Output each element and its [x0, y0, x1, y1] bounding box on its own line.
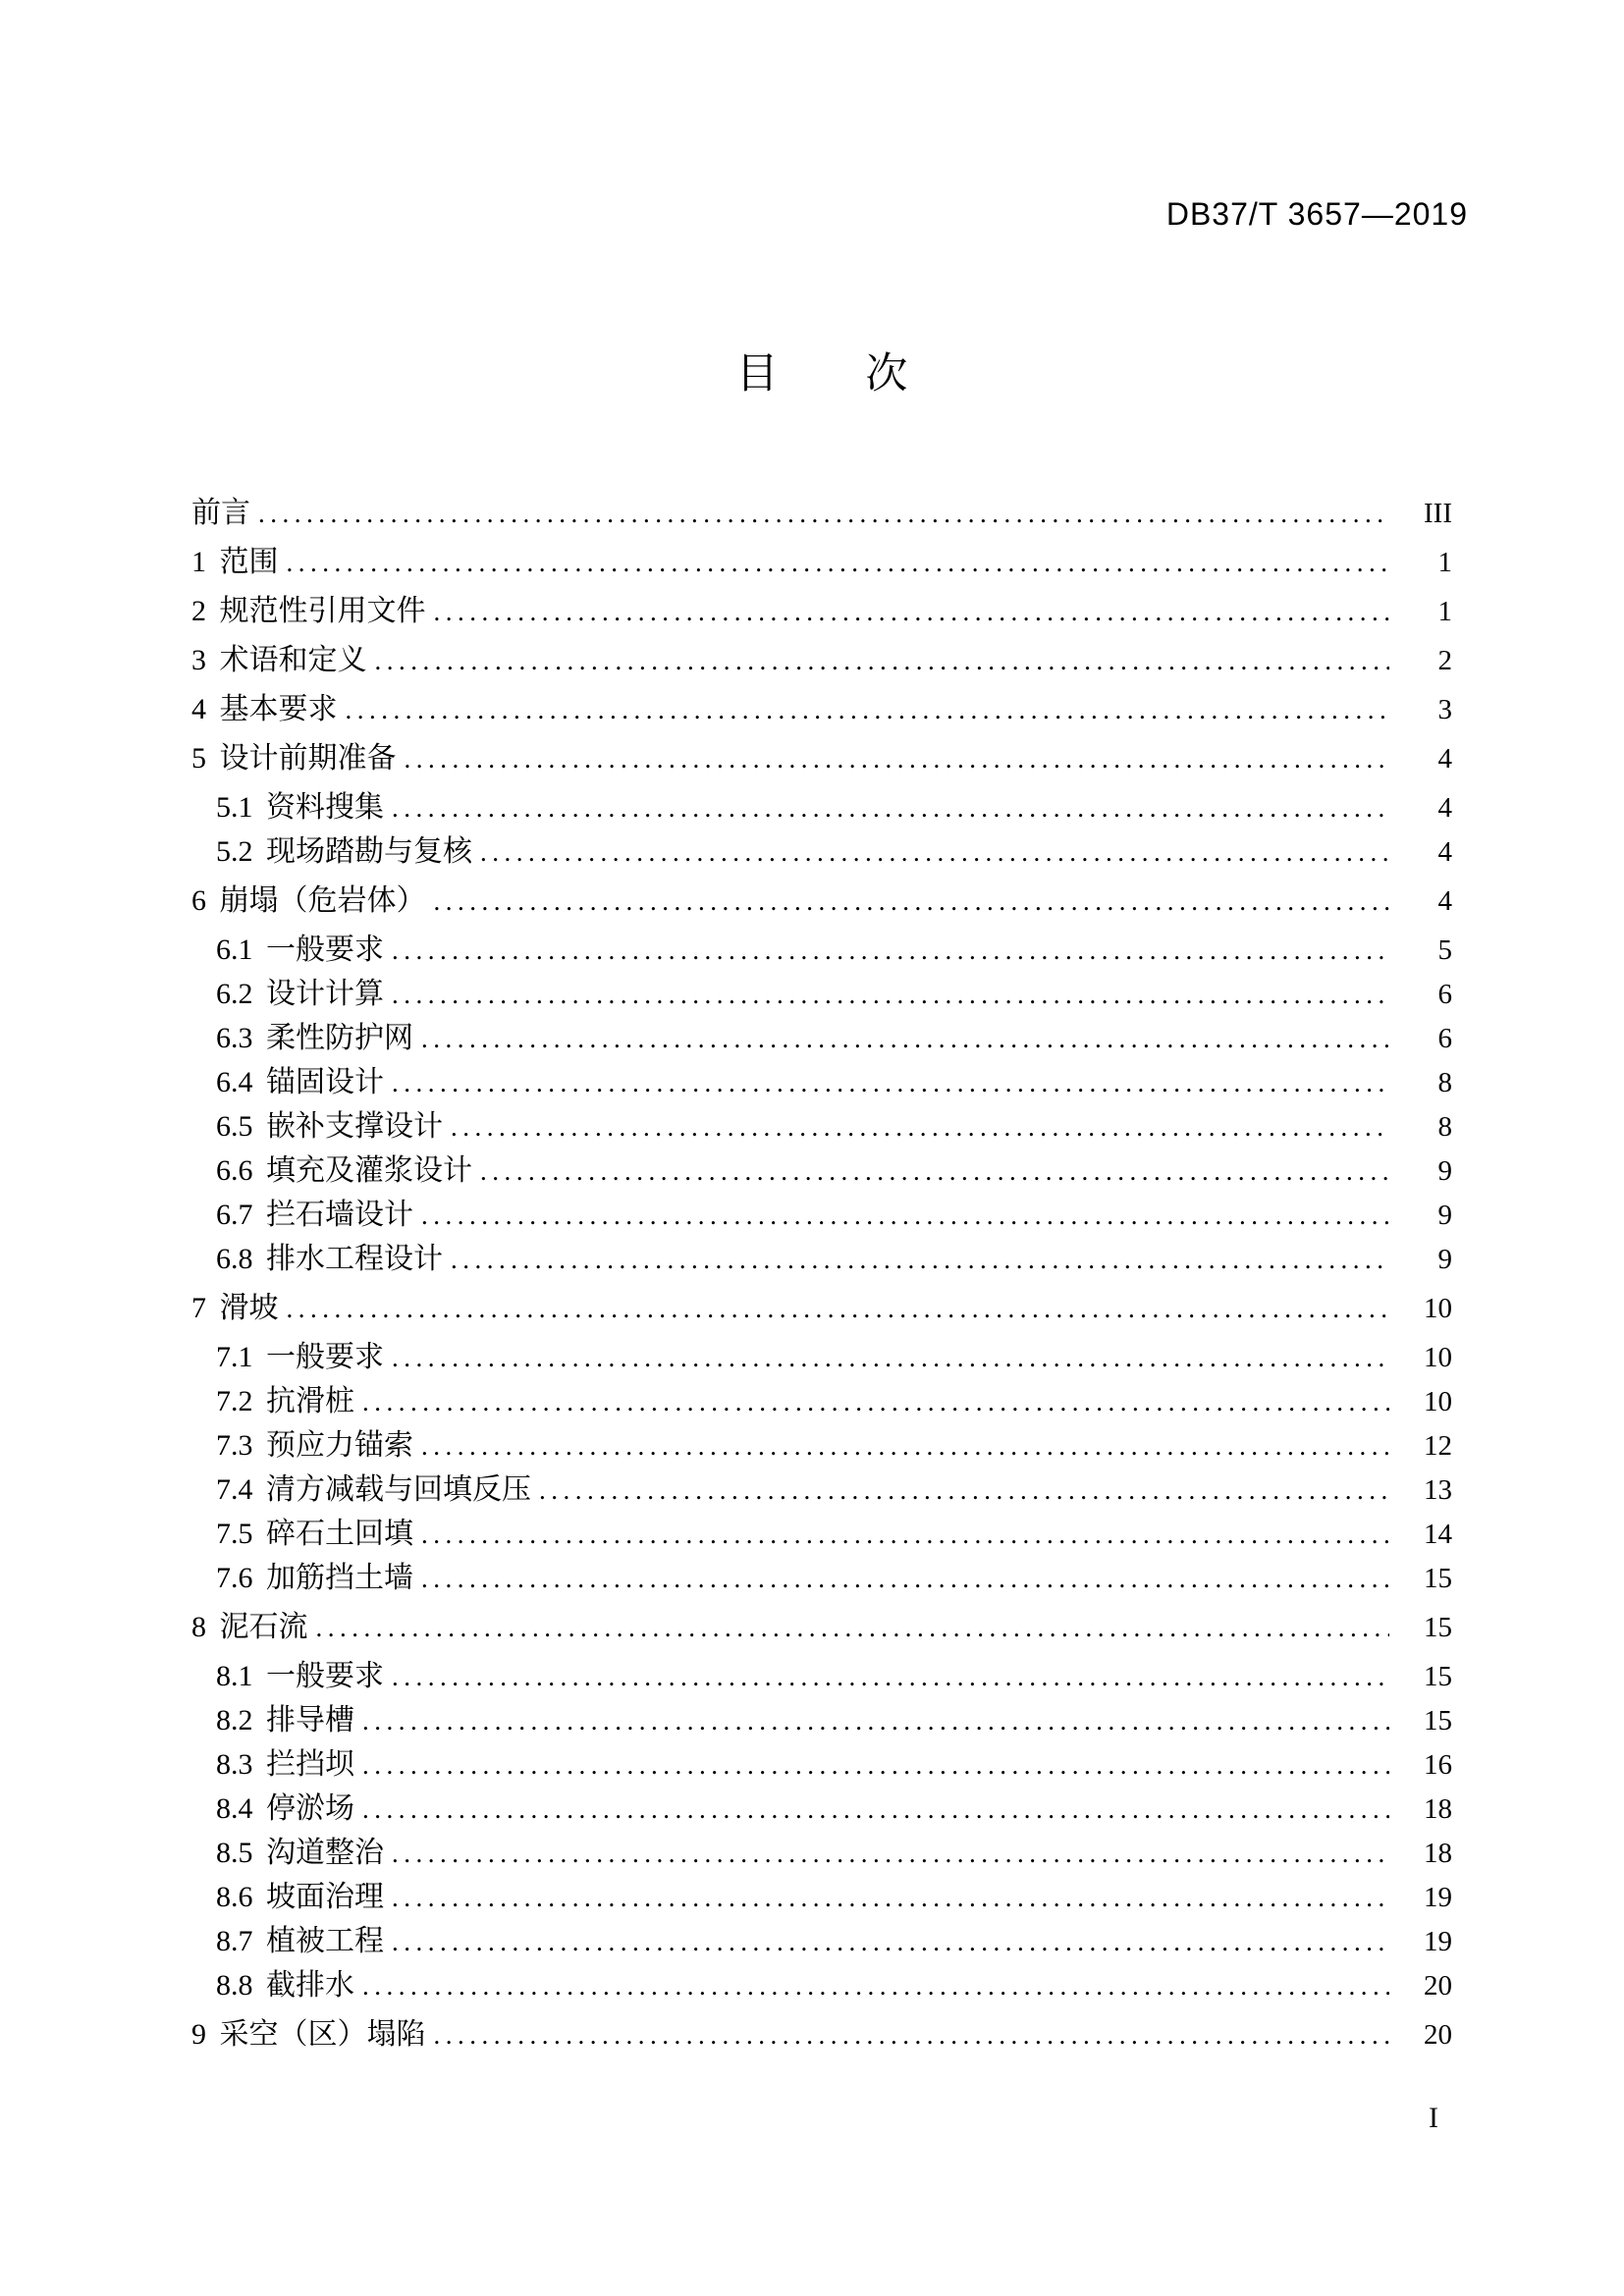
toc-dot-leader: [421, 1513, 1389, 1557]
toc-dot-leader: [346, 688, 1390, 732]
toc-dot-leader: [405, 737, 1390, 781]
toc-entry-5[interactable]: [191, 736, 1452, 780]
toc-entry-8.6[interactable]: [191, 1875, 1452, 1919]
toc-dot-leader: [421, 1017, 1389, 1061]
toc-dot-leader: [392, 1336, 1389, 1380]
toc-dot-leader: [480, 830, 1389, 875]
page-footer: [191, 2101, 1452, 2136]
toc-dot-leader: [362, 1699, 1389, 1743]
table-of-contents: [191, 486, 1452, 2061]
toc-entry-4[interactable]: [191, 687, 1452, 731]
toc-entry-page: 15: [1424, 1705, 1452, 1736]
toc-dot-leader: [421, 1194, 1389, 1238]
toc-entry-label: 7.2 抗滑桩: [216, 1385, 354, 1417]
toc-entry-label: 7.3 预应力锚索: [216, 1429, 413, 1462]
toc-entry-6.4[interactable]: [191, 1060, 1452, 1104]
toc-entry-6.5[interactable]: [191, 1104, 1452, 1148]
toc-entry-label: 8.7 植被工程: [216, 1925, 384, 1957]
toc-entry-8.5[interactable]: [191, 1831, 1452, 1875]
toc-entry-page: 12: [1424, 1430, 1452, 1462]
toc-entry-8.4[interactable]: [191, 1787, 1452, 1831]
toc-entry-label: 8.2 排导槽: [216, 1704, 354, 1736]
toc-entry-label: 8.1 一般要求: [216, 1660, 384, 1692]
toc-dot-leader: [434, 880, 1390, 924]
toc-dot-leader: [421, 1424, 1389, 1468]
toc-entry-label: 8 泥石流: [191, 1611, 308, 1643]
toc-entry-page: 1: [1437, 547, 1452, 578]
toc-entry-page: 9: [1437, 1244, 1452, 1275]
toc-dot-leader: [434, 2013, 1390, 2057]
toc-dot-leader: [392, 786, 1389, 830]
toc-entry-page: 2: [1437, 645, 1452, 676]
toc-dot-leader: [392, 1832, 1389, 1876]
toc-entry-label: 7.1 一般要求: [216, 1341, 384, 1373]
toc-entry-page: 14: [1424, 1519, 1452, 1550]
toc-dot-leader: [392, 929, 1389, 973]
toc-entry-page: 20: [1424, 1970, 1452, 2002]
toc-entry-7.4[interactable]: [191, 1468, 1452, 1512]
toc-entry-label: 7.4 清方减载与回填反压: [216, 1473, 531, 1506]
toc-entry-前言[interactable]: [191, 491, 1452, 535]
toc-entry-8.1[interactable]: [191, 1654, 1452, 1698]
toc-entry-label: 1 范围: [191, 546, 279, 578]
toc-entry-label: 6 崩塌（危岩体）: [191, 884, 426, 917]
toc-dot-leader: [434, 590, 1390, 634]
toc-entry-label: 6.1 一般要求: [216, 934, 384, 966]
toc-dot-leader: [392, 973, 1389, 1017]
toc-entry-page: 18: [1424, 1838, 1452, 1869]
toc-entry-page: 19: [1424, 1882, 1452, 1913]
toc-dot-leader: [392, 1920, 1389, 1964]
toc-dot-leader: [480, 1149, 1389, 1194]
toc-entry-page: 13: [1424, 1474, 1452, 1506]
toc-dot-leader: [287, 1287, 1390, 1331]
toc-entry-6.7[interactable]: [191, 1193, 1452, 1237]
toc-entry-page: 18: [1424, 1793, 1452, 1825]
toc-entry-6.6[interactable]: [191, 1148, 1452, 1193]
toc-entry-page: 15: [1424, 1612, 1452, 1643]
toc-entry-8.2[interactable]: [191, 1698, 1452, 1742]
toc-dot-leader: [392, 1655, 1389, 1699]
toc-entry-page: 20: [1424, 2019, 1452, 2051]
toc-entry-label: 3 术语和定义: [191, 644, 367, 676]
toc-entry-page: 6: [1437, 979, 1452, 1010]
toc-entry-5.1[interactable]: [191, 785, 1452, 829]
toc-entry-page: 4: [1437, 792, 1452, 824]
toc-entry-3[interactable]: [191, 638, 1452, 682]
toc-entry-label: 5 设计前期准备: [191, 742, 397, 774]
toc-entry-7.1[interactable]: [191, 1335, 1452, 1379]
toc-entry-6[interactable]: [191, 879, 1452, 923]
toc-entry-page: 4: [1437, 836, 1452, 868]
folio-page-number: I: [1429, 2102, 1438, 2134]
toc-entry-7.2[interactable]: [191, 1379, 1452, 1423]
toc-dot-leader: [362, 1964, 1389, 2008]
toc-dot-leader: [362, 1788, 1389, 1832]
toc-entry-7[interactable]: [191, 1286, 1452, 1330]
toc-dot-leader: [392, 1876, 1389, 1920]
toc-dot-leader: [421, 1557, 1389, 1601]
toc-dot-leader: [287, 541, 1390, 585]
toc-entry-page: 9: [1437, 1200, 1452, 1231]
toc-entry-page: 1: [1437, 596, 1452, 627]
toc-dot-leader: [451, 1238, 1389, 1282]
toc-dot-leader: [392, 1061, 1389, 1105]
toc-entry-label: 5.1 资料搜集: [216, 791, 384, 824]
toc-entry-page: 10: [1424, 1293, 1452, 1324]
toc-title-wrap: [191, 349, 1452, 400]
toc-entry-2[interactable]: [191, 589, 1452, 633]
toc-entry-8.3[interactable]: [191, 1742, 1452, 1787]
toc-entry-page: 4: [1437, 885, 1452, 917]
toc-entry-label: 7.6 加筋挡土墙: [216, 1562, 413, 1594]
toc-title: 目 次: [735, 351, 908, 398]
toc-entry-page: 19: [1424, 1926, 1452, 1957]
toc-dot-leader: [451, 1105, 1389, 1149]
toc-dot-leader: [362, 1380, 1389, 1424]
page-header: [191, 194, 1468, 234]
toc-entry-5.2[interactable]: [191, 829, 1452, 874]
toc-entry-label: 8.5 沟道整治: [216, 1837, 384, 1869]
toc-entry-label: 6.6 填充及灌浆设计: [216, 1154, 472, 1187]
toc-entry-page: 10: [1424, 1342, 1452, 1373]
toc-entry-label: 6.5 嵌补支撑设计: [216, 1110, 443, 1143]
toc-entry-label: 6.2 设计计算: [216, 978, 384, 1010]
toc-entry-page: 5: [1437, 934, 1452, 966]
toc-dot-leader: [362, 1743, 1389, 1788]
toc-entry-label: 2 规范性引用文件: [191, 595, 426, 627]
toc-entry-6.8[interactable]: [191, 1237, 1452, 1281]
toc-entry-label: 8.6 坡面治理: [216, 1881, 384, 1913]
toc-dot-leader: [375, 639, 1390, 683]
toc-entry-8.7[interactable]: [191, 1919, 1452, 1963]
toc-entry-label: 8.3 拦挡坝: [216, 1748, 354, 1781]
toc-entry-page: 15: [1424, 1661, 1452, 1692]
toc-entry-page: 16: [1424, 1749, 1452, 1781]
toc-entry-page: 6: [1437, 1023, 1452, 1054]
toc-entry-page: 8: [1437, 1111, 1452, 1143]
toc-entry-label: 前言: [191, 497, 250, 529]
toc-entry-label: 7.5 碎石土回填: [216, 1518, 413, 1550]
standard-number: DB37/T 3657—2019: [1165, 196, 1468, 232]
toc-entry-1[interactable]: [191, 540, 1452, 584]
toc-entry-page: III: [1424, 498, 1452, 529]
toc-dot-leader: [316, 1606, 1390, 1650]
toc-entry-7.6[interactable]: [191, 1556, 1452, 1600]
toc-entry-page: 9: [1437, 1155, 1452, 1187]
toc-entry-page: 10: [1424, 1386, 1452, 1417]
toc-entry-6.1[interactable]: [191, 928, 1452, 972]
toc-entry-page: 15: [1424, 1563, 1452, 1594]
toc-entry-label: 7 滑坡: [191, 1292, 279, 1324]
toc-entry-label: 6.3 柔性防护网: [216, 1022, 413, 1054]
toc-entry-label: 5.2 现场踏勘与复核: [216, 835, 472, 868]
toc-entry-9[interactable]: [191, 2012, 1452, 2056]
toc-entry-7.5[interactable]: [191, 1512, 1452, 1556]
toc-entry-6.2[interactable]: [191, 972, 1452, 1016]
toc-entry-page: 3: [1437, 694, 1452, 725]
toc-entry-8[interactable]: [191, 1605, 1452, 1649]
toc-entry-page: 8: [1437, 1067, 1452, 1098]
toc-dot-leader: [258, 492, 1389, 536]
toc-entry-label: 4 基本要求: [191, 693, 338, 725]
toc-entry-label: 8.8 截排水: [216, 1969, 354, 2002]
toc-entry-label: 9 采空（区）塌陷: [191, 2018, 426, 2051]
toc-dot-leader: [539, 1468, 1389, 1513]
toc-entry-6.3[interactable]: [191, 1016, 1452, 1060]
toc-entry-label: 6.4 锚固设计: [216, 1066, 384, 1098]
toc-entry-label: 6.7 拦石墙设计: [216, 1199, 413, 1231]
toc-entry-8.8[interactable]: [191, 1963, 1452, 2007]
toc-entry-label: 6.8 排水工程设计: [216, 1243, 443, 1275]
toc-entry-label: 8.4 停淤场: [216, 1792, 354, 1825]
toc-entry-7.3[interactable]: [191, 1423, 1452, 1468]
toc-entry-page: 4: [1437, 743, 1452, 774]
